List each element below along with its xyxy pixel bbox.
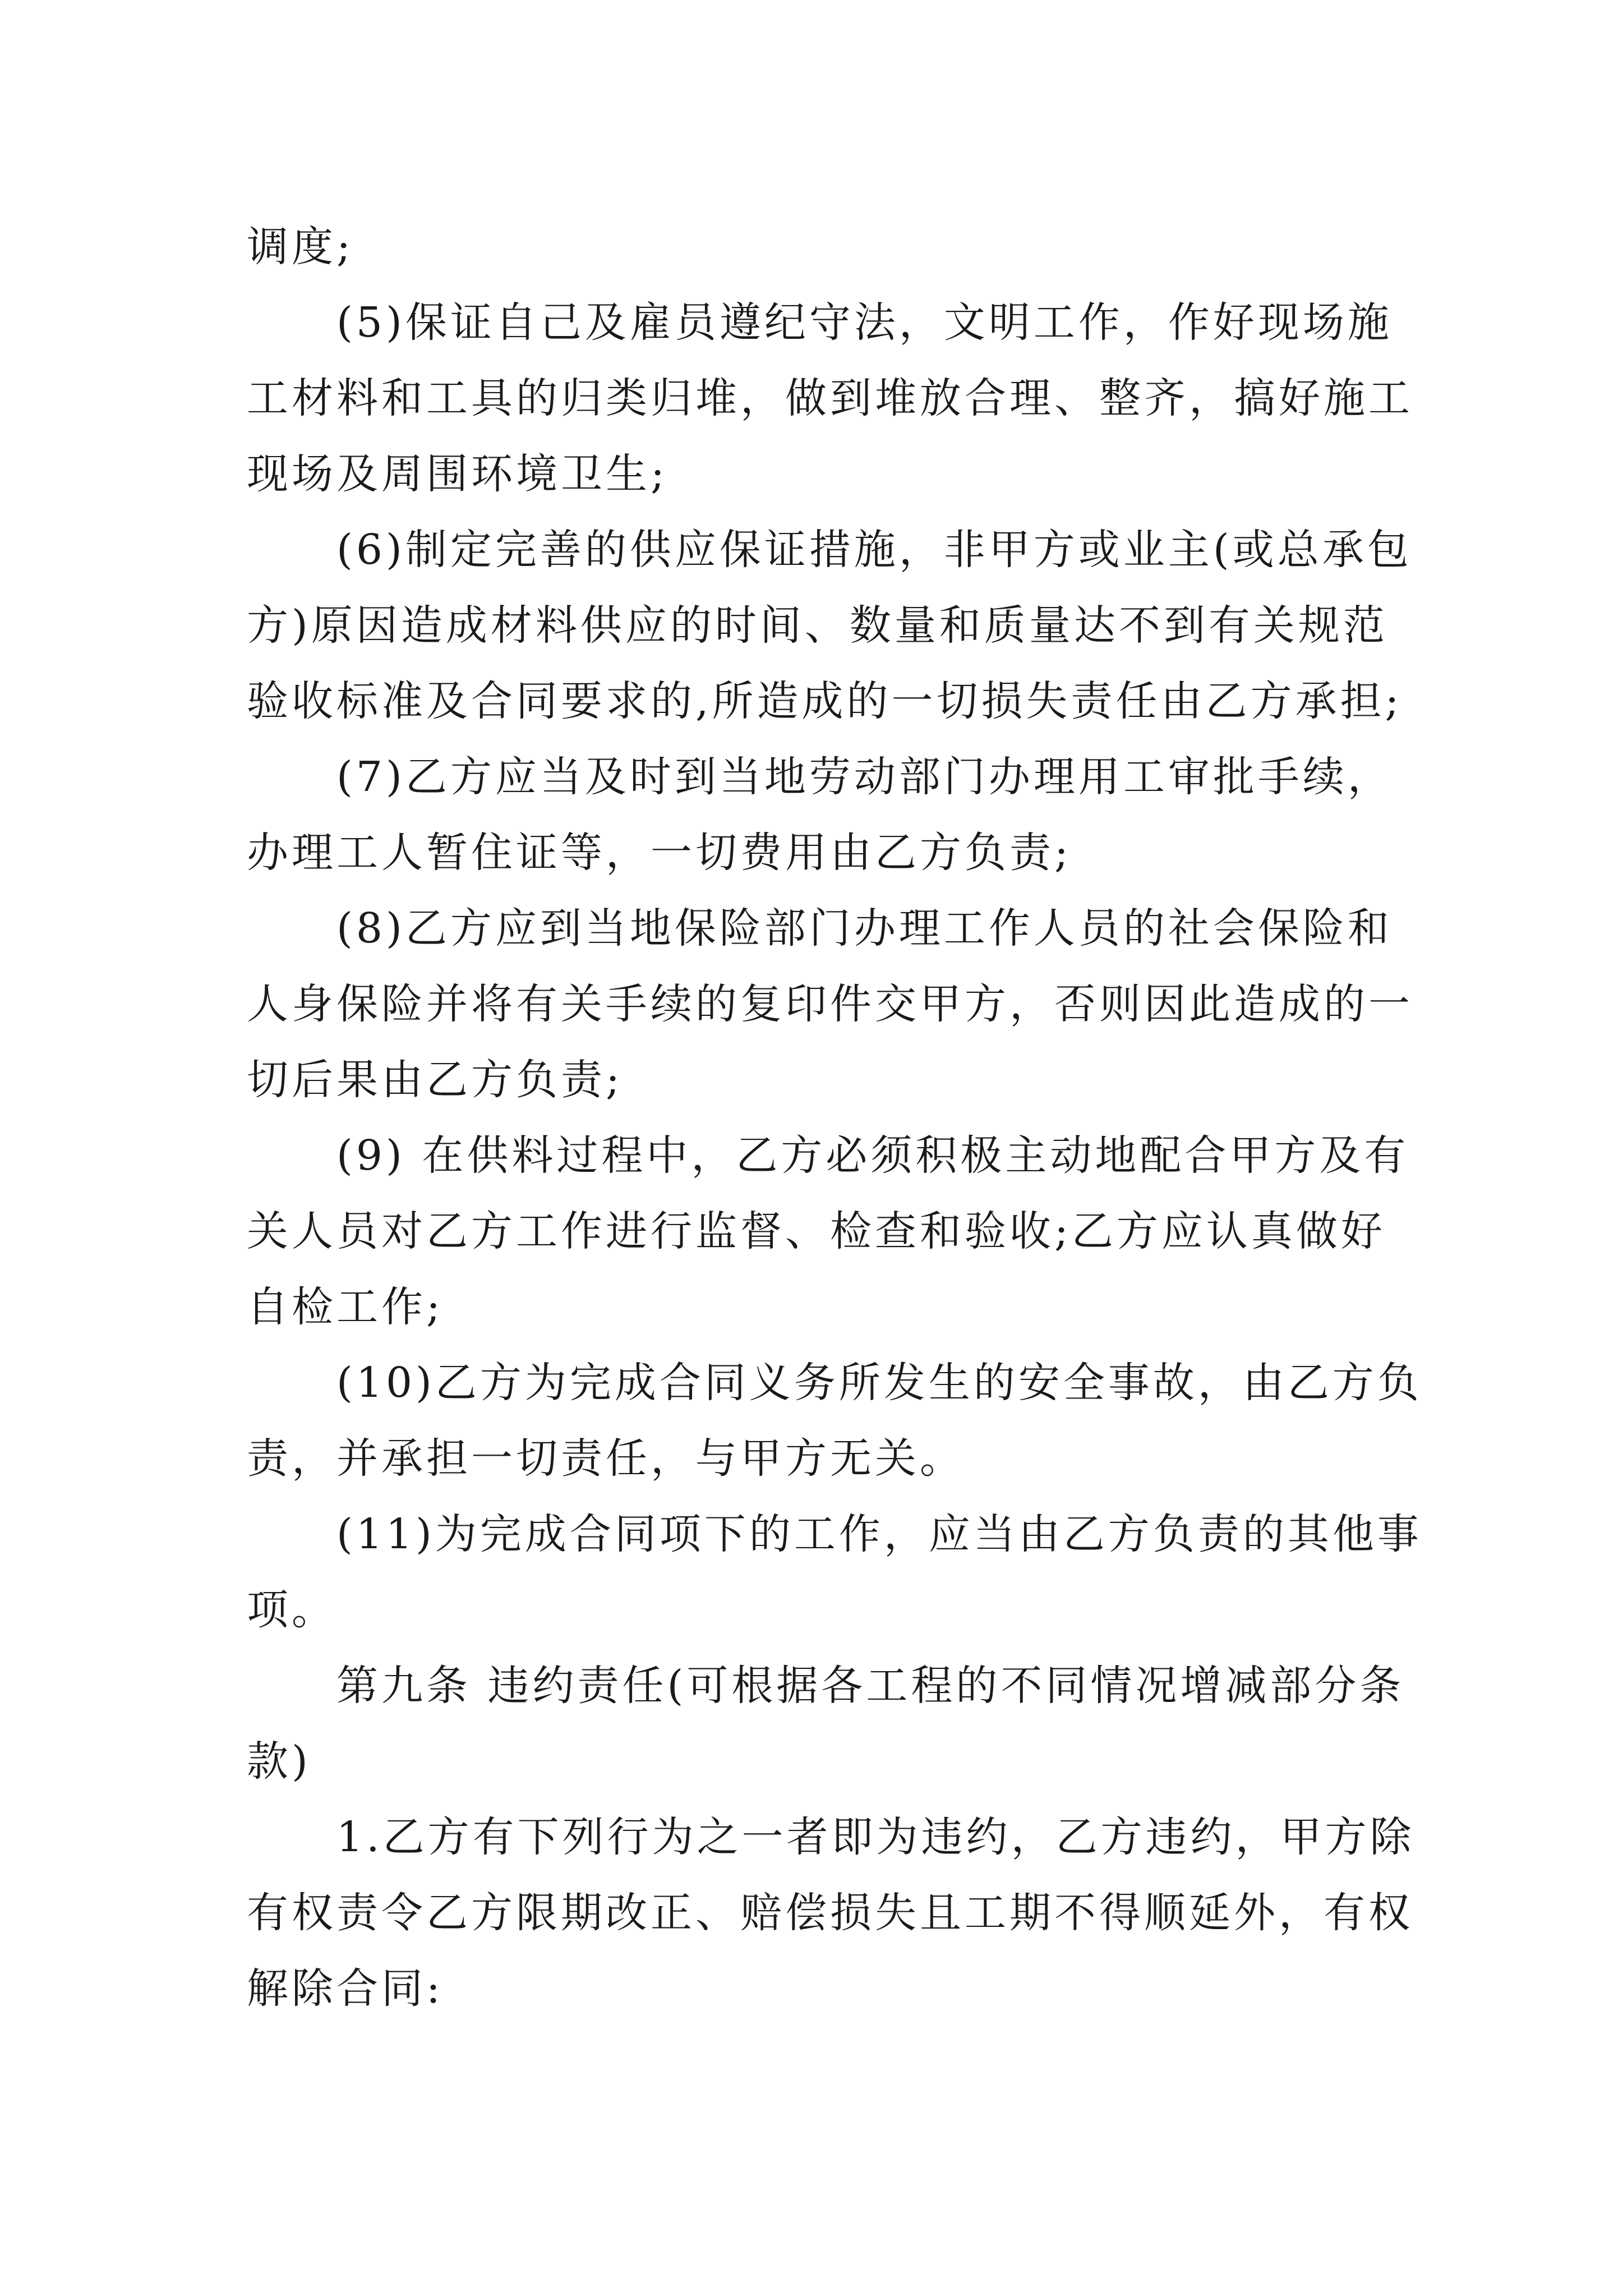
text-line-6: 方)原因造成材料供应的时间、数量和质量达不到有关规范 bbox=[247, 601, 1388, 650]
text-line-8: (7)乙方应当及时到当地劳动部门办理用工审批手续， bbox=[336, 753, 1393, 801]
text-line-24: 解除合同: bbox=[247, 1964, 444, 2013]
text-line-23: 有权责令乙方限期改正、赔偿损失且工期不得顺延外，有权 bbox=[247, 1889, 1413, 1937]
text-line-4: 现场及周围环境卫生; bbox=[247, 450, 668, 498]
text-line-1: 调度; bbox=[247, 223, 354, 271]
text-line-13: (9) 在供料过程中，乙方必须积极主动地配合甲方及有 bbox=[336, 1131, 1409, 1180]
text-line-16: (10)乙方为完成合同义务所发生的安全事故，由乙方负 bbox=[336, 1359, 1422, 1407]
text-line-20: 第九条 违约责任(可根据各工程的不同情况增减部分条 bbox=[336, 1662, 1405, 1710]
text-line-10: (8)乙方应到当地保险部门办理工作人员的社会保险和 bbox=[336, 904, 1393, 953]
text-line-9: 办理工人暂住证等，一切费用由乙方负责; bbox=[247, 829, 1072, 877]
text-line-17: 责，并承担一切责任，与甲方无关。 bbox=[247, 1434, 965, 1483]
text-line-12: 切后果由乙方负责; bbox=[247, 1056, 623, 1104]
text-line-21: 款) bbox=[247, 1737, 311, 1786]
text-line-22: 1.乙方有下列行为之一者即为违约，乙方违约，甲方除 bbox=[336, 1813, 1415, 1861]
text-line-18: (11)为完成合同项下的工作，应当由乙方负责的其他事 bbox=[336, 1510, 1422, 1558]
text-line-2: (5)保证自己及雇员遵纪守法，文明工作，作好现场施 bbox=[336, 298, 1393, 347]
text-line-15: 自检工作; bbox=[247, 1283, 444, 1331]
text-line-11: 人身保险并将有关手续的复印件交甲方，否则因此造成的一 bbox=[247, 980, 1413, 1028]
text-line-3: 工材料和工具的归类归堆，做到堆放合理、整齐，搞好施工 bbox=[247, 374, 1413, 422]
text-line-19: 项。 bbox=[247, 1586, 336, 1634]
text-line-14: 关人员对乙方工作进行监督、检查和验收;乙方应认真做好 bbox=[247, 1207, 1386, 1255]
text-line-7: 验收标准及合同要求的,所造成的一切损失责任由乙方承担; bbox=[247, 677, 1403, 725]
text-line-5: (6)制定完善的供应保证措施，非甲方或业主(或总承包 bbox=[336, 526, 1412, 574]
